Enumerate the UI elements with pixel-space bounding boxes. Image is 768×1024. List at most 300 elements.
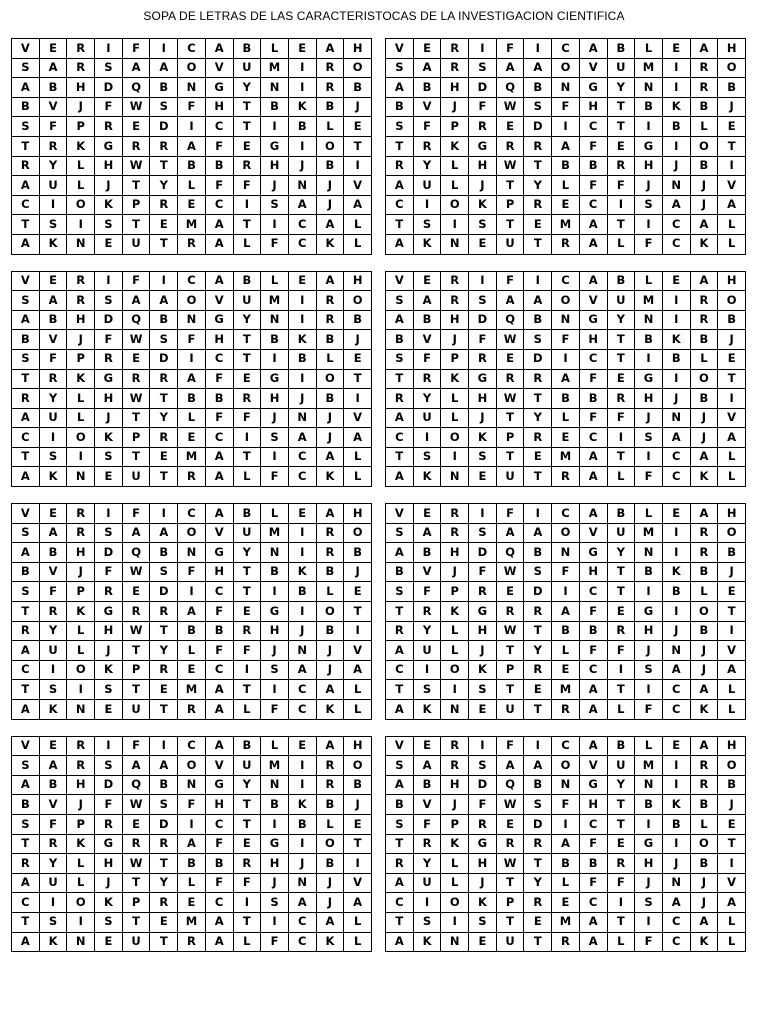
grid-letter-cell: R [441,291,469,311]
grid-letter-cell: B [288,117,316,137]
grid-letter-cell: A [39,523,67,543]
grid-letter-cell: L [635,39,663,59]
grid-letter-cell: Y [607,310,635,330]
grid-letter-cell: G [469,369,497,389]
grid-letter-cell: T [150,854,178,874]
grid-letter-cell: P [496,428,524,448]
grid-letter-cell: I [288,756,316,776]
grid-letter-cell: B [413,310,441,330]
grid-letter-cell: I [95,736,123,756]
grid-letter-cell: I [662,602,690,622]
grid-letter-cell: E [413,736,441,756]
grid-letter-cell: R [690,775,718,795]
grid-letter-cell: E [122,814,150,834]
grid-letter-cell: K [662,562,690,582]
grid-letter-cell: B [344,775,372,795]
grid-row [12,602,372,622]
grid-letter-cell: R [12,156,40,176]
grid-letter-cell: F [178,795,206,815]
grid-row [386,660,746,680]
grid-letter-cell: G [95,834,123,854]
grid-row [12,271,372,291]
grid-letter-cell: C [386,893,414,913]
grid-letter-cell: R [690,310,718,330]
grid-letter-cell: N [552,543,580,563]
grid-letter-cell: J [635,873,663,893]
grid-letter-cell: F [607,408,635,428]
grid-letter-cell: A [316,912,344,932]
grid-row [12,310,372,330]
grid-letter-cell: C [579,660,607,680]
grid-letter-cell: G [261,834,289,854]
grid-letter-cell: A [12,408,40,428]
grid-letter-cell: M [261,523,289,543]
grid-letter-cell: B [288,814,316,834]
grid-letter-cell: A [12,641,40,661]
grid-letter-cell: V [344,873,372,893]
grid-letter-cell: E [233,136,261,156]
grid-letter-cell: H [635,854,663,874]
grid-letter-cell: B [316,330,344,350]
grid-row [386,176,746,196]
grid-letter-cell: G [635,369,663,389]
grid-letter-cell: A [12,467,40,487]
grid-letter-cell: L [67,854,95,874]
grid-letter-cell: C [386,195,414,215]
grid-letter-cell: L [316,117,344,137]
grid-letter-cell: S [469,215,497,235]
grid-letter-cell: J [67,330,95,350]
grid-letter-cell: C [288,447,316,467]
grid-letter-cell: H [441,543,469,563]
grid-letter-cell: A [552,602,580,622]
grid-letter-cell: R [39,136,67,156]
grid-letter-cell: C [178,39,206,59]
grid-letter-cell: V [579,58,607,78]
grid-letter-cell: R [316,523,344,543]
grid-row [12,215,372,235]
grid-letter-cell: B [316,621,344,641]
grid-letter-cell: H [579,330,607,350]
grid-letter-cell: Q [122,310,150,330]
grid-letter-cell: R [12,854,40,874]
grid-letter-cell: B [150,775,178,795]
grid-letter-cell: O [552,291,580,311]
grid-letter-cell: S [12,814,40,834]
grid-letter-cell: O [441,893,469,913]
grid-letter-cell: T [12,834,40,854]
grid-letter-cell: J [690,176,718,196]
grid-letter-cell: U [413,408,441,428]
grid-letter-cell: V [344,176,372,196]
grid-letter-cell: R [441,39,469,59]
grid-letter-cell: N [662,641,690,661]
grid-letter-cell: U [607,58,635,78]
grid-letter-cell: T [496,680,524,700]
grid-letter-cell: A [12,310,40,330]
grid-letter-cell: J [67,562,95,582]
grid-letter-cell: U [39,641,67,661]
grid-letter-cell: A [12,234,40,254]
grid-letter-cell: A [386,775,414,795]
grid-letter-cell: A [344,660,372,680]
grid-letter-cell: L [718,215,746,235]
grid-letter-cell: B [662,582,690,602]
grid-letter-cell: E [662,736,690,756]
grid-letter-cell: V [344,408,372,428]
grid-letter-cell: A [288,195,316,215]
grid-letter-cell: B [413,78,441,98]
grid-letter-cell: O [178,756,206,776]
grid-letter-cell: N [288,641,316,661]
grid-letter-cell: B [524,543,552,563]
grid-letter-cell: A [316,447,344,467]
grid-letter-cell: A [413,756,441,776]
grid-letter-cell: I [718,621,746,641]
grid-letter-cell: A [413,523,441,543]
grid-letter-cell: R [178,234,206,254]
grid-letter-cell: A [690,271,718,291]
grid-letter-cell: A [496,523,524,543]
grid-letter-cell: T [496,873,524,893]
grid-row [386,756,746,776]
grid-letter-cell: B [607,271,635,291]
grid-letter-cell: E [469,932,497,952]
grid-letter-cell: R [67,756,95,776]
grid-letter-cell: I [413,893,441,913]
grid-letter-cell: A [205,680,233,700]
grid-letter-cell: L [441,621,469,641]
grid-letter-cell: D [469,310,497,330]
grid-letter-cell: N [441,932,469,952]
grid-letter-cell: R [12,621,40,641]
grid-letter-cell: C [662,912,690,932]
grid-letter-cell: W [122,854,150,874]
grid-letter-cell: I [67,680,95,700]
grid-letter-cell: S [469,291,497,311]
grid-letter-cell: S [413,447,441,467]
grid-letter-cell: F [39,117,67,137]
grid-letter-cell: E [469,700,497,720]
grid-letter-cell: S [635,195,663,215]
grid-letter-cell: E [607,834,635,854]
grid-letter-cell: L [607,467,635,487]
grid-letter-cell: B [718,775,746,795]
grid-letter-cell: I [441,447,469,467]
grid-letter-cell: I [288,775,316,795]
grid-letter-cell: B [316,795,344,815]
grid-letter-cell: J [690,408,718,428]
grid-letter-cell: S [39,447,67,467]
grid-letter-cell: G [205,310,233,330]
grid-letter-cell: A [552,834,580,854]
grid-letter-cell: C [579,582,607,602]
grid-letter-cell: R [316,543,344,563]
grid-letter-cell: M [552,680,580,700]
grid-letter-cell: E [413,504,441,524]
grid-letter-cell: A [386,873,414,893]
grid-letter-cell: A [205,912,233,932]
grid-letter-cell: D [469,775,497,795]
grid-letter-cell: A [718,428,746,448]
grid-letter-cell: V [205,523,233,543]
grid-letter-cell: T [233,795,261,815]
grid-letter-cell: D [150,582,178,602]
grid-letter-cell: A [178,834,206,854]
grid-letter-cell: A [386,78,414,98]
grid-letter-cell: B [718,310,746,330]
grid-letter-cell: A [579,234,607,254]
grid-row [386,562,746,582]
grid-letter-cell: I [178,349,206,369]
grid-letter-cell: H [635,156,663,176]
grid-letter-cell: F [122,736,150,756]
grid-letter-cell: U [122,700,150,720]
grid-row [12,660,372,680]
grid-letter-cell: B [386,795,414,815]
grid-letter-cell: B [39,78,67,98]
grid-letter-cell: L [67,408,95,428]
grid-letter-cell: K [469,428,497,448]
grid-letter-cell: I [288,136,316,156]
grid-letter-cell: F [635,467,663,487]
grid-letter-cell: H [344,271,372,291]
grid-letter-cell: T [607,912,635,932]
grid-letter-cell: L [178,873,206,893]
grid-letter-cell: K [441,602,469,622]
grid-letter-cell: J [690,873,718,893]
grid-letter-cell: B [39,775,67,795]
grid-letter-cell: G [579,543,607,563]
grid-letter-cell: E [233,602,261,622]
grid-letter-cell: S [150,330,178,350]
grid-letter-cell: E [496,349,524,369]
grid-letter-cell: G [95,369,123,389]
grid-letter-cell: A [316,39,344,59]
grid-letter-cell: B [386,562,414,582]
grid-letter-cell: B [690,330,718,350]
grid-letter-cell: L [344,912,372,932]
grid-letter-cell: B [386,97,414,117]
grid-letter-cell: I [635,680,663,700]
grid-letter-cell: J [261,873,289,893]
word-search-grid [385,271,746,488]
grid-letter-cell: S [12,582,40,602]
grid-letter-cell: R [150,834,178,854]
grid-letter-cell: N [635,775,663,795]
grid-letter-cell: A [205,215,233,235]
grid-row [12,814,372,834]
grid-letter-cell: E [122,117,150,137]
grid-row [386,932,746,952]
grid-letter-cell: N [261,775,289,795]
grid-letter-cell: J [316,873,344,893]
grid-letter-cell: A [178,369,206,389]
grid-letter-cell: T [718,834,746,854]
grid-letter-cell: A [386,234,414,254]
grid-letter-cell: V [12,736,40,756]
grid-row [12,78,372,98]
grid-letter-cell: A [579,932,607,952]
grid-letter-cell: E [524,215,552,235]
grid-letter-cell: B [150,78,178,98]
grid-letter-cell: T [607,447,635,467]
grid-letter-cell: A [178,602,206,622]
grid-letter-cell: E [150,447,178,467]
grid-row [12,736,372,756]
grid-letter-cell: L [441,408,469,428]
grid-letter-cell: H [67,310,95,330]
grid-letter-cell: A [12,700,40,720]
grid-letter-cell: F [122,504,150,524]
grid-letter-cell: E [288,736,316,756]
grid-letter-cell: I [95,504,123,524]
grid-letter-cell: A [662,660,690,680]
grid-row [12,234,372,254]
grid-letter-cell: C [288,680,316,700]
grid-letter-cell: I [552,582,580,602]
grid-row [386,136,746,156]
grid-letter-cell: A [579,736,607,756]
grid-row [12,195,372,215]
grid-letter-cell: F [261,700,289,720]
grid-letter-cell: T [386,136,414,156]
grid-letter-cell: E [496,582,524,602]
grid-letter-cell: R [524,195,552,215]
grid-letter-cell: Y [413,854,441,874]
grid-letter-cell: V [413,795,441,815]
grid-letter-cell: F [413,582,441,602]
grid-row [12,873,372,893]
grid-letter-cell: O [67,660,95,680]
word-search-grid [11,736,372,953]
grid-letter-cell: R [122,369,150,389]
grid-letter-cell: V [718,641,746,661]
grid-letter-cell: R [386,389,414,409]
grid-letter-cell: S [39,215,67,235]
grid-letter-cell: E [288,504,316,524]
grid-letter-cell: F [579,408,607,428]
grid-letter-cell: J [344,795,372,815]
grid-letter-cell: T [150,932,178,952]
grid-letter-cell: T [524,621,552,641]
grid-letter-cell: B [635,97,663,117]
grid-letter-cell: G [469,602,497,622]
grid-letter-cell: S [12,523,40,543]
grid-letter-cell: A [178,136,206,156]
grid-letter-cell: G [261,136,289,156]
grid-letter-cell: W [122,389,150,409]
grid-letter-cell: I [552,349,580,369]
grid-letter-cell: T [496,447,524,467]
grid-letter-cell: A [316,736,344,756]
grid-letter-cell: A [205,234,233,254]
grid-letter-cell: L [718,932,746,952]
grid-row [12,543,372,563]
grid-letter-cell: F [233,176,261,196]
grid-letter-cell: A [690,447,718,467]
grid-row [386,582,746,602]
grid-letter-cell: I [607,660,635,680]
grid-letter-cell: T [607,562,635,582]
grid-letter-cell: J [288,621,316,641]
grid-row [12,795,372,815]
grid-letter-cell: E [39,736,67,756]
grid-letter-cell: L [718,447,746,467]
grid-letter-cell: A [122,756,150,776]
grid-letter-cell: R [150,660,178,680]
grid-letter-cell: A [205,932,233,952]
grid-letter-cell: J [316,176,344,196]
grid-letter-cell: P [67,582,95,602]
grid-letter-cell: T [718,369,746,389]
grid-letter-cell: R [413,602,441,622]
grid-letter-cell: J [316,195,344,215]
grid-letter-cell: O [67,428,95,448]
grid-letter-cell: C [386,660,414,680]
grid-letter-cell: A [205,504,233,524]
grid-letter-cell: H [718,271,746,291]
grid-letter-cell: L [552,873,580,893]
grid-letter-cell: H [579,562,607,582]
grid-letter-cell: P [441,582,469,602]
grid-row [386,291,746,311]
grid-letter-cell: A [690,504,718,524]
grid-letter-cell: J [344,330,372,350]
grid-letter-cell: E [662,271,690,291]
grid-row [386,195,746,215]
grid-letter-cell: O [344,291,372,311]
grid-letter-cell: B [233,504,261,524]
grid-letter-cell: H [67,543,95,563]
grid-letter-cell: A [39,291,67,311]
grid-letter-cell: S [635,660,663,680]
grid-letter-cell: A [662,893,690,913]
grid-letter-cell: J [95,873,123,893]
grid-letter-cell: F [95,795,123,815]
grid-letter-cell: K [39,234,67,254]
grid-letter-cell: N [288,873,316,893]
grid-letter-cell: F [205,834,233,854]
grid-letter-cell: N [635,310,663,330]
grid-letter-cell: V [413,97,441,117]
grid-letter-cell: T [524,389,552,409]
grid-letter-cell: R [316,58,344,78]
grid-letter-cell: F [261,932,289,952]
grid-letter-cell: F [552,97,580,117]
grid-letter-cell: T [607,215,635,235]
grid-letter-cell: K [413,700,441,720]
grid-letter-cell: W [122,97,150,117]
grid-letter-cell: L [178,641,206,661]
grid-letter-cell: J [95,176,123,196]
grid-letter-cell: M [552,447,580,467]
grid-letter-cell: F [496,39,524,59]
grid-letter-cell: S [469,523,497,543]
grid-letter-cell: A [386,408,414,428]
grid-letter-cell: C [662,447,690,467]
grid-letter-cell: V [12,504,40,524]
grid-letter-cell: Y [413,389,441,409]
grid-letter-cell: B [178,854,206,874]
grid-letter-cell: R [95,814,123,834]
grid-letter-cell: S [413,912,441,932]
grid-row [12,408,372,428]
grid-letter-cell: S [95,215,123,235]
grid-letter-cell: P [496,660,524,680]
grid-letter-cell: F [178,562,206,582]
grid-letter-cell: S [95,756,123,776]
